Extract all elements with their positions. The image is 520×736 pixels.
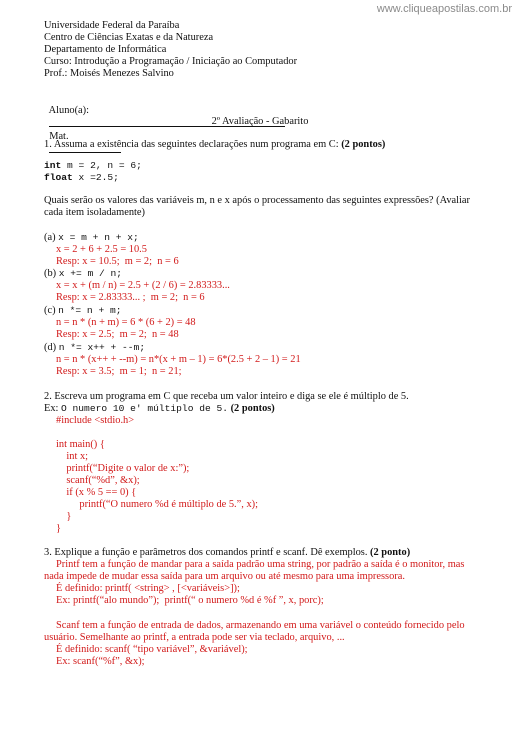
q1-c-work: n = n * (n + m) = 6 * (6 + 2) = 48 — [56, 317, 196, 328]
q2-code-line: printf(“Digite o valor de x:”); — [56, 463, 190, 474]
q2-code-line: } — [56, 523, 61, 534]
q3-scanf-line1: Scanf tem a função de entrada de dados, armazenando em uma variável o conteúdo fornecido pelo — [56, 620, 465, 631]
int-decl: m = 2, n = 6; — [61, 160, 142, 171]
course-name: Curso: Introdução a Programação / Iniciação ao Computador — [44, 56, 298, 67]
q1-item-d — [44, 342, 145, 354]
item-a-code: x = m + n + x; — [58, 232, 139, 243]
item-d-label: (d) — [44, 342, 59, 353]
q3-scanf-line2: usuário. Semelhante ao printf, a entrada pode ser via teclado, arquivo, ... — [44, 632, 345, 643]
float-decl: x =2.5; — [72, 172, 119, 183]
q1-b-work: x = x + (m / n) = 2.5 + (2 / 6) = 2.83333... — [56, 280, 230, 291]
q2-code-line: if (x % 5 == 0) { — [56, 487, 137, 498]
q2-ex-code: O numero 10 e' múltiplo de 5. — [61, 403, 228, 414]
q1-d-answer: Resp: x = 3.5; m = 1; n = 21; — [56, 366, 182, 377]
q2-code-line: scanf(“%d”, &x); — [56, 475, 140, 486]
item-b-code: x += m / n; — [58, 268, 123, 279]
q1-c-answer: Resp: x = 2.5; m = 2; n = 48 — [56, 329, 179, 340]
mat-label: Mat. — [49, 131, 69, 142]
q1-decl-float — [44, 172, 119, 184]
q2-code-line: #include <stdio.h> — [56, 415, 135, 426]
q1-decl-int — [44, 160, 142, 172]
q2-prompt: 2. Escreva um programa em C que receba um valor inteiro e diga se ele é múltiplo de 5. — [44, 391, 409, 402]
q1-item-b — [44, 268, 122, 280]
q3-printf-def: É definido: printf( <string> , [<variáveis>]); — [56, 583, 240, 594]
int-keyword: int — [44, 160, 62, 171]
q1-item-a — [44, 232, 139, 244]
item-c-code: n *= n + m; — [58, 305, 122, 316]
q2-code-line: int x; — [56, 451, 89, 462]
q1-d-work: n = n * (x++ + --m) = n*(x + m – 1) = 6*(2.5 + 2 – 1) = 21 — [56, 354, 301, 365]
q2-code-line: } — [56, 511, 72, 522]
q2-ex-label: Ex: — [44, 403, 62, 414]
q3-printf-line2: nada impede de mudar essa saída para um arquivo ou até mesmo para uma impressora. — [44, 571, 405, 582]
item-b-label: (b) — [44, 268, 59, 279]
q1-prompt — [44, 139, 385, 151]
float-keyword: float — [44, 172, 73, 183]
q3-printf-example: Ex: printf(“alo mundo”); printf(“ o numero %d é %f ”, x, porc); — [56, 595, 324, 606]
center-name: Centro de Ciências Exatas e da Natureza — [44, 32, 214, 43]
q3-prompt — [44, 547, 410, 559]
q3-scanf-example: Ex: scanf(“%f”, &x); — [56, 656, 145, 667]
q1-prompt-text: 1. Assuma a existência das seguintes declarações num programa em C: — [44, 139, 342, 150]
q3-points: (2 ponto) — [370, 547, 411, 558]
item-d-code: n *= x++ + --m; — [58, 342, 146, 353]
q1-b-answer: Resp: x = 2.83333... ; m = 2; n = 6 — [56, 292, 205, 303]
q3-prompt-text: 3. Explique a função e parâmetros dos comandos printf e scanf. Dê exemplos. — [44, 547, 371, 558]
q3-printf-line1: Printf tem a função de mandar para a saída padrão uma string, por padrão a saída é o monitor, mas — [56, 559, 465, 570]
q2-example — [44, 403, 275, 415]
q1-item-c — [44, 305, 121, 317]
q2-points: (2 pontos) — [228, 403, 275, 414]
student-label: Aluno(a): — [48, 105, 90, 116]
university-name: Universidade Federal da Paraíba — [44, 20, 180, 31]
item-a-label: (a) — [44, 232, 59, 243]
q1-question-line2: cada item isoladamente) — [44, 207, 145, 218]
q2-code-line: printf(“O numero %d é múltiplo de 5.”, x); — [56, 499, 258, 510]
page-title: 2º Avaliação - Gabarito — [211, 116, 309, 127]
watermark: www.cliqueapostilas.com.br — [376, 3, 512, 15]
q3-scanf-def: É definido: scanf( “tipo variável”, &variável); — [56, 644, 248, 655]
q1-a-work: x = 2 + 6 + 2.5 = 10.5 — [56, 244, 147, 255]
q2-code-line: int main() { — [56, 439, 105, 450]
q1-a-answer: Resp: x = 10.5; m = 2; n = 6 — [56, 256, 179, 267]
department-name: Departamento de Informática — [44, 44, 167, 55]
professor-name: Prof.: Moisés Menezes Salvino — [44, 68, 174, 79]
item-c-label: (c) — [44, 305, 59, 316]
q1-question-line1: Quais serão os valores das variáveis m, n e x após o processamento das seguintes expressões? (Avaliar — [44, 195, 470, 206]
q1-points: (2 pontos) — [341, 139, 386, 150]
